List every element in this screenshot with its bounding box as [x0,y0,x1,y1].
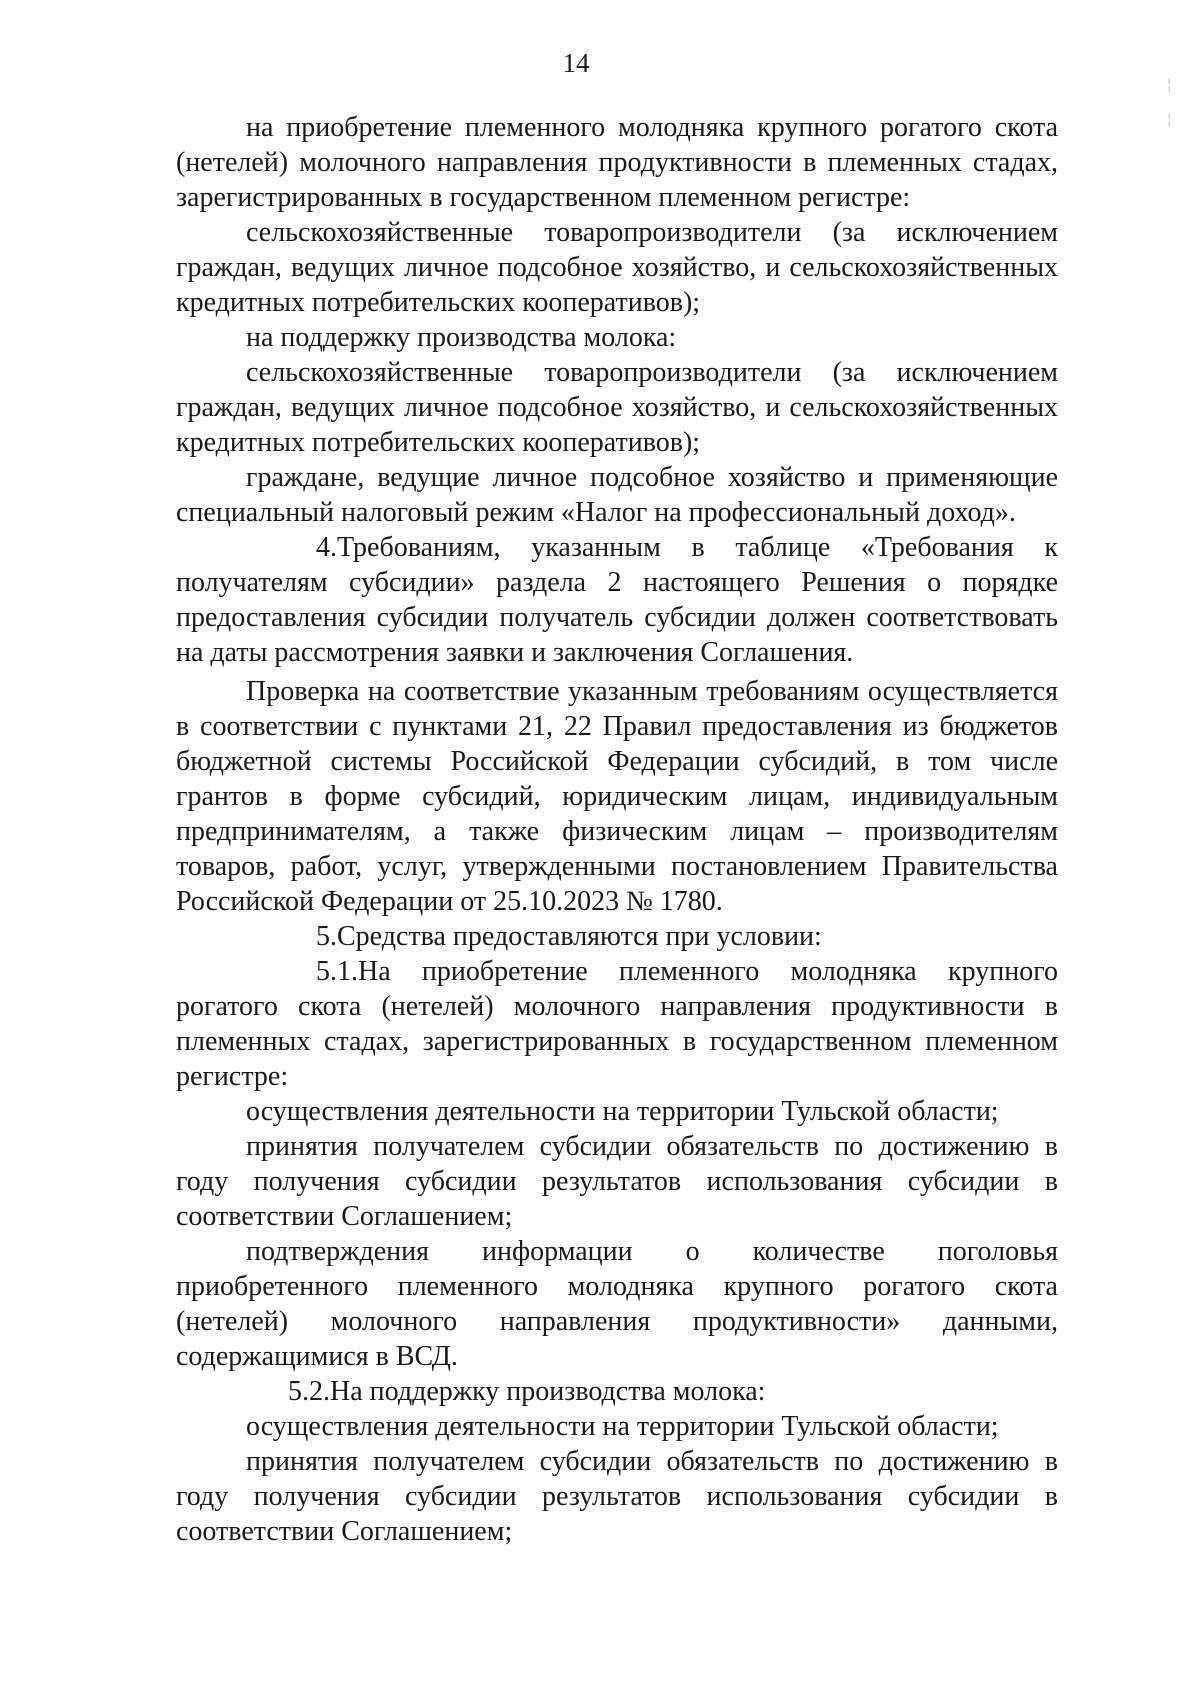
numbered-paragraph [176,919,1058,954]
page-number: 14 [562,48,590,78]
numbered-paragraph [176,954,1058,1094]
numbered-paragraph [176,530,1058,670]
paragraph-number: 5.1. [316,956,358,987]
numbered-paragraph [176,1374,1058,1409]
paragraph-text: Требованиям, указанным в таблице «Требования к получателям субсидии» раздела 2 настоящего Решения о порядке предоставления субсидии получатель субсидии должен соответствовать на даты рассмотрения заявки и заключения Соглашения. [176,532,1058,668]
paragraph-number: 5.2. [288,1376,330,1407]
paragraph: осуществления деятельности на территории Тульской области; [246,1411,999,1442]
paragraph-number: 4. [316,532,337,563]
paragraph: граждане, ведущие личное подсобное хозяйство и применяющие специальный налоговый режим «Налог на профессиональный доход». [176,462,1058,528]
paragraph: сельскохозяйственные товаропроизводители (за исключением граждан, ведущих личное подсобное хозяйство, и сельскохозяйственных кредитных потребительских кооперативов); [176,217,1058,318]
paragraph: на приобретение племенного молодняка крупного рогатого скота (нетелей) молочного направления продуктивности в племенных стадах, зарегистрированных в государственном племенном регистре: [176,112,1058,213]
paragraph: подтверждения информации о количестве поголовья приобретенного племенного молодняка крупного рогатого скота (нетелей) молочного направления продуктивности» данными, содержащимися в ВСД. [176,1236,1058,1372]
paragraph: принятия получателем субсидии обязательств по достижению в году получения субсидии результатов использования субсидии в соответствии Соглашением; [176,1446,1058,1547]
paragraph: Проверка на соответствие указанным требованиям осуществляется в соответствии с пунктами 21, 22 Правил предоставления из бюджетов бюджетной системы Российской Федерации субсидий, в том числе грантов в форме субсидий, юридическим лицам, индивидуальным предпринимателям, а также физическим лицам – производителям товаров, работ, услуг, утвержденными постановлением Правительства Российской Федерации от 25.10.2023 № 1780. [176,676,1058,917]
paragraph: на поддержку производства молока: [246,322,677,353]
paragraph-text: На поддержку производства молока: [330,1376,766,1407]
paragraph-text: На приобретение племенного молодняка крупного рогатого скота (нетелей) молочного направления продуктивности в племенных стадах, зарегистрированных в государственном племенном регистре: [176,956,1058,1092]
document-body [176,110,1058,1549]
paragraph: сельскохозяйственные товаропроизводители (за исключением граждан, ведущих личное подсобное хозяйство, и сельскохозяйственных кредитных потребительских кооперативов); [176,357,1058,458]
paragraph-number: 5. [316,921,337,952]
paragraph: принятия получателем субсидии обязательств по достижению в году получения субсидии результатов использования субсидии в соответствии Соглашением; [176,1131,1058,1232]
paragraph: осуществления деятельности на территории Тульской области; [246,1096,999,1127]
scan-artifact: ¦ ¦ [1165,77,1180,128]
paragraph-text: Средства предоставляются при условии: [337,921,822,952]
